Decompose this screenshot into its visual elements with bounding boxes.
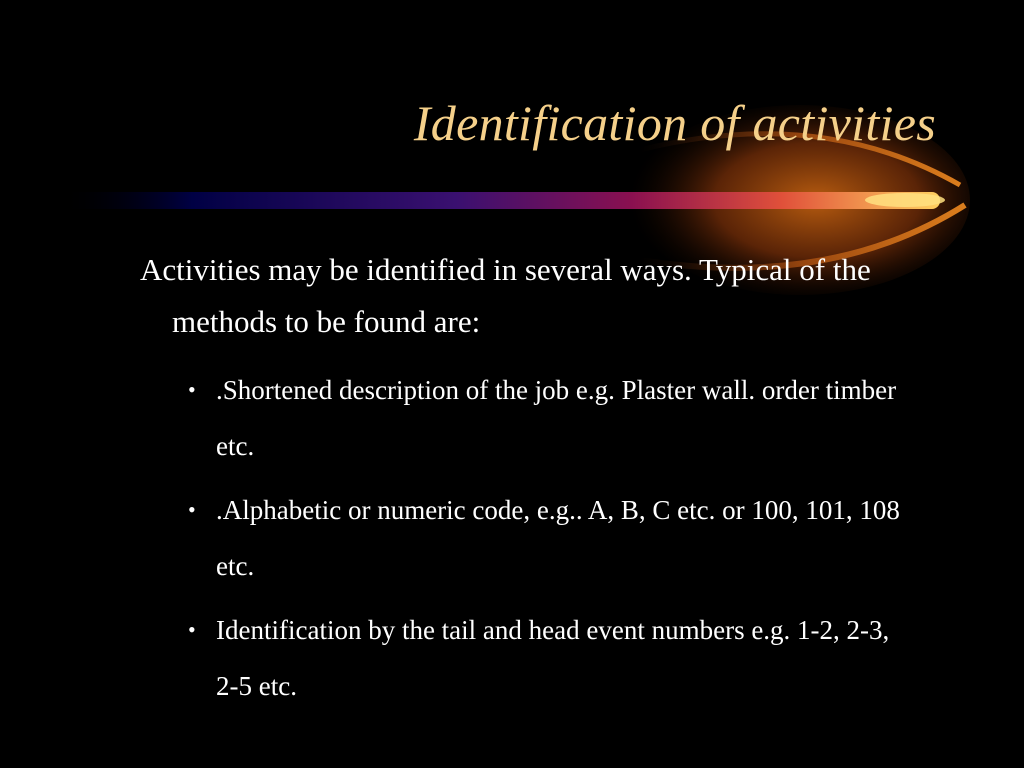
bullet-icon: • bbox=[188, 617, 196, 642]
bullet-icon: • bbox=[188, 497, 196, 522]
list-item bbox=[188, 362, 908, 474]
bullet-list bbox=[188, 362, 908, 722]
list-item bbox=[188, 602, 908, 714]
list-item bbox=[188, 482, 908, 594]
bullet-text: .Alphabetic or numeric code, e.g.. A, B, C etc. or 100, 101, 108 etc. bbox=[216, 495, 900, 581]
intro-paragraph: Activities may be identified in several ways. Typical of the methods to be found are: bbox=[140, 252, 871, 339]
slide-title: Identification of activities bbox=[413, 95, 936, 151]
swoosh-beam-highlight bbox=[865, 193, 945, 207]
bullet-text: .Shortened description of the job e.g. Plaster wall. order timber etc. bbox=[216, 375, 897, 461]
swoosh-beam bbox=[60, 192, 940, 209]
bullet-text: Identification by the tail and head event numbers e.g. 1-2, 2-3, 2-5 etc. bbox=[216, 615, 890, 701]
bullet-icon: • bbox=[188, 377, 196, 402]
